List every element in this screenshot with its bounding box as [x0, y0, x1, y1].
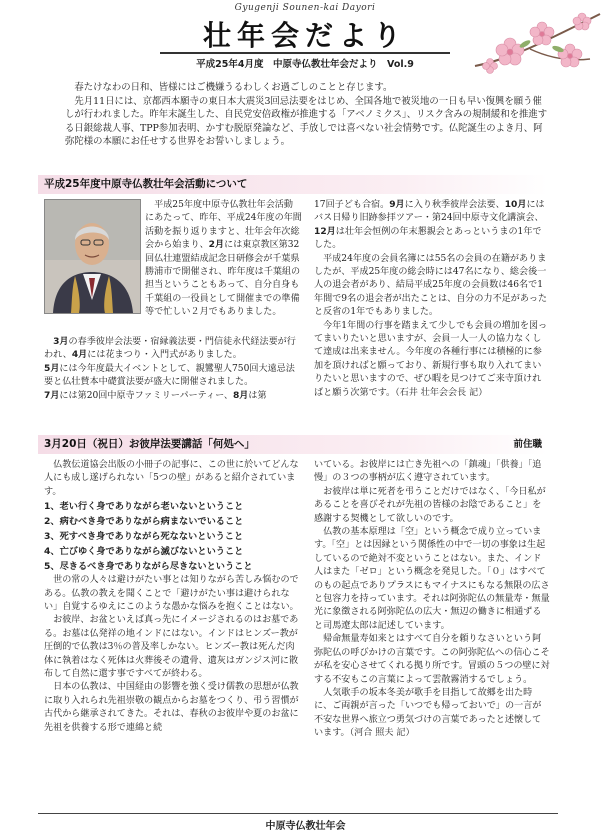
footer-rule [38, 813, 558, 814]
section2-text: お彼岸、お盆といえば真っ先にイメージされるのはお墓である。お墓は仏発祥の地インドにはない。インドはヒンズー教が圧倒的で仏教は3％の普及率しかない。ヒンズー教は死んだ肉体に執着はなく死体は火葬後その遺骨、遺灰はガンジス河に散布して自然に還す事ですべてが終わる。 [44, 615, 299, 680]
masthead-subtitle: Gyugenji Sounen-kai Dayori [234, 3, 376, 13]
intro-paragraph: 春たけなわの日和、皆様にはご機嫌うるわしくお過ごしのことと存じます。 [74, 82, 393, 93]
month-label: 12月 [314, 226, 336, 237]
section1-text: の春季彼岸会法要・宿縁義法要・門信徒永代経法要が行われ、 [44, 337, 296, 361]
section2-text: 人気歌手の坂本冬美が歌手を目指して故郷を出た時に、ご両親が言った「いつでも帰っておいで」の一言が不安な世界へ旅立つ勇気づけの言葉であったと述懐しています。（河合 照夫 記） [314, 687, 542, 739]
section1-text: 平成24年度の会員名簿には55名の会員の在籍がありましたが、平成25年度の総会時には47名になり、総会後一人の退会者があり、結局平成25年度の会員数は46名で1年間で9名の退会者が出たことは、自分の力不足があったと反省の1年でもありました。 [314, 253, 548, 318]
section1-text: は壮年会恒例の年末懇親会とあっというまの1年でした。 [314, 226, 542, 251]
intro-text [65, 81, 548, 149]
section2-text: 帰命無量寿如来とはすべて自分を頼りなさいという阿弥陀仏の呼びかけの言葉です。この阿弥陀仏への信心こそが私を安心させてくれる拠り所です。冒頭の５つの壁に対する不安もこの言葉によって雲散霧消するでしょう。 [314, 634, 550, 685]
month-label: 8月 [232, 390, 249, 401]
section1-text: には第20回中原寺ファミリーパーティー、 [59, 390, 233, 401]
list-item: 1、老い行く身でありながら老いないということ [44, 501, 244, 513]
section1-left-bottom [44, 336, 302, 403]
list-item: 5、尽きるべき身でありながら尽きないということ [44, 561, 253, 573]
section1-text: 今年1年間の行事を踏まえて少しでも会員の増加を図ってまいりたいと思いますが、会員一人一人の協力なくして達成は出来ません。今年度の各種行事には積極的に参加を頂ければと願っており、新規行事も取り入れてまいりたいと思いますので、ぜひ暇を見つけてご来寺頂ければと願う次第です。（石井 壮年会会長 記） [314, 320, 548, 398]
section1-text: には今年度最大イベントとして、親鸞聖人750回大遠忌法要と仏壮賛本中礎賞法要が盛大に開催されました。 [44, 363, 295, 388]
five-walls-list [44, 499, 302, 574]
byline: 前住職 [513, 439, 542, 450]
month-label: 4月 [71, 350, 88, 361]
month-label: 3月 [53, 337, 69, 347]
issue-line: 平成25年4月度 中原寺仏教壮年会だより Vol.9 [196, 59, 414, 70]
section1-text: にはバス日帰り旧跡参拝ツアー・第24回中原寺文化講演会、 [314, 200, 545, 224]
section-heading [38, 435, 548, 454]
month-label: 7月 [44, 390, 60, 401]
masthead-title: 壮年会だより [202, 19, 407, 52]
section-heading: 平成25年度中原寺仏教壮年会活動について [38, 175, 548, 194]
masthead-rule [160, 52, 450, 54]
section1-left-top [145, 199, 302, 320]
intro-paragraph: 先月11日には、京都西本願寺の東日本大震災3回忌法要をはじめ、全国各地で被災地の一日も早い復興を願う催しが行われました。昨年末誕生した、自民党安倍政権が推進する「アベノミクス」、リスク含みの規制緩和を推進する日銀総裁人事、TPP参加表明、かすむ脱原発論など、手放しでは喜べない社会情勢です。仏陀誕生のよき月、阿弥陀様の本願にお任せする世界をお誓いしましょう。 [65, 95, 548, 148]
section2-text: 仏教の基本原理は「空」という概念で成り立っています。「空」とは因縁という関係性の中で一切の事象は生起しているので絶対不変ということはない。また、インド人はまた「ゼロ」という概念を発見した。「０」はすべてのもの起点でありプラスにもマイナスにもなる無限の広さと包容力を持っています。それは阿弥陀仏の無量寿・無量光に象徴される阿弥陀仏の広大・無辺の働きに相通ずると司馬遼太郎は記述しています。 [314, 527, 550, 631]
section-title: 3月20日（祝日）お彼岸法要講話「何処へ」 [44, 438, 255, 450]
cherry-blossom-icon [470, 4, 605, 84]
section1-text: には花まつり・入門式がありました。 [87, 350, 242, 361]
section2-text: 世の常の人々は避けがたい事とは知りながら苦しみ悩むのである。仏教の教えを聞くことで「避けがたい事は避けられない」自覚するゆえにこのような愚かな悩みを抱くことはない。 [44, 575, 299, 613]
section2-right [314, 459, 550, 741]
month-label: 9月 [389, 200, 405, 210]
section1-text: に入り秋季彼岸会法要、 [404, 200, 505, 210]
section1-text: 17回子ども合宿。 [314, 200, 390, 210]
list-item: 4、亡びゆく身でありながら滅びないということ [44, 546, 244, 558]
month-label: 10月 [504, 200, 527, 210]
month-label: 5月 [44, 363, 60, 374]
list-item: 2、病むべき身でありながら病まないでいること [44, 516, 244, 528]
footer-text: 中原寺仏教壮年会 [265, 821, 346, 832]
section1-text: は第 [248, 390, 267, 401]
section1-right [314, 199, 550, 400]
month-label: 2月 [208, 240, 225, 251]
section2-text: お彼岸は単に死者を弔うことだけではなく、「今日私があることを喜びそれが先祖の皆様のお陰であること」を感謝する契機として欲しいのです。 [314, 486, 546, 524]
portrait-photo [44, 199, 141, 314]
section2-text: 仏教伝道協会出版の小冊子の記事に、この世に於いてどんな人にも成し遂げられない「5つの壁」があると紹介されています。 [44, 460, 299, 497]
section2-left [44, 459, 302, 735]
section1-text: には東京教区第32回仏壮連盟結成記念日研修会が千葉県勝浦市で開催され、昨年度は千葉組の担当ということもあって、自分自身も千葉組の一役員として開催までの準備等で忙しい２月でもありました。 [145, 240, 301, 318]
section2-text: 日本の仏教は、中国経由の影響を強く受け儒教の思想が仏教に取り入れられ先祖崇敬の観点からお墓をつくり、弔う習慣が古代から継承されてきた。それは、春秋のお彼岸や夏のお盆に先祖を供養する形で連綿と続 [44, 682, 299, 733]
section2-text: いている。お彼岸には亡き先祖への「鎮魂」「供養」「追慢」の３つの事柄が広く遵守されています。 [314, 460, 542, 484]
section1-text: 平成25年度中原寺仏教壮年会活動にあたって、昨年、平成24年度の年間活動を振り返りますと、壮年会年次総会から始まり、 [145, 200, 302, 251]
list-item: 3、死すべき身でありながら死なないということ [44, 531, 244, 543]
